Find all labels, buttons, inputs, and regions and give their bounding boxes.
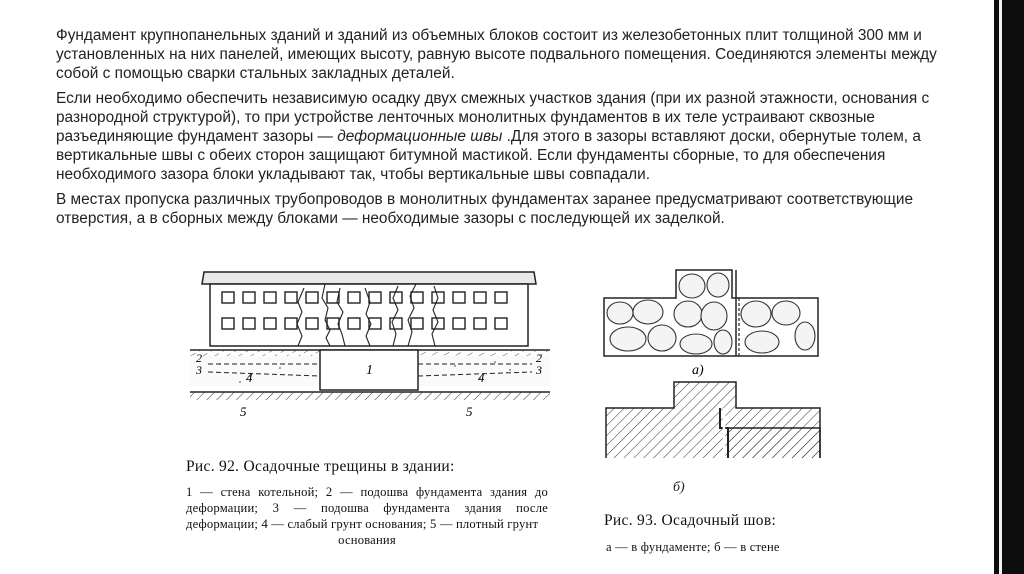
label-5-right: 5 xyxy=(466,404,473,419)
label-b: б) xyxy=(673,480,685,495)
figure-92-drawing xyxy=(190,272,550,419)
label-3-right: 3 xyxy=(536,363,542,377)
figure-92-caption-text: 1 — стена котельной; 2 — подошва фундамента здания до деформации; 3 — подошва фундамента здания после деформации; 4 — слабый грунт основания; 5 — плотный грунт xyxy=(186,485,548,531)
label-2-left: 2 xyxy=(196,351,202,365)
label-1: 1 xyxy=(366,363,373,378)
paragraph-1: Фундамент крупнопанельных зданий и зданий из объемных блоков состоит из железобетонных плит толщиной 300 мм и установленных на них панелей, имеющих высоту, равную высоте подвального помещения. Соединяются элементы между собой с помощью сварки стальных закладных деталей. xyxy=(56,27,937,82)
label-4-left: 4 xyxy=(246,370,253,385)
figures-drawing xyxy=(180,258,835,458)
label-2-right: 2 xyxy=(536,351,542,365)
dense-soil xyxy=(190,392,550,400)
paragraph-2 xyxy=(56,89,978,184)
figure-92-title: Рис. 92. Осадочные трещины в здании: xyxy=(186,458,455,475)
roof xyxy=(202,272,536,284)
paragraph-3: В местах пропуска различных трубопроводов в монолитных фундаментах заранее предусматривают соответствующие отверстия, а в сборных между блоками — необходимые зазоры с последующей их заделкой. xyxy=(56,191,914,227)
label-a: а) xyxy=(692,363,704,378)
figure-93-title: Рис. 93. Осадочный шов: xyxy=(604,512,777,529)
figure-92-caption-last: основания xyxy=(338,533,396,547)
paragraph-2-end: .Для этого в зазоры вставляют доски, обернутые толем, а вертикальные швы с обеих сторон защищают битумной мастикой. Если фундаменты сборные, то для обеспечения необходимого зазора блоки укладывают так, чтобы вертикальные швы совпадали. xyxy=(56,128,921,183)
slide-edge-line xyxy=(999,0,1002,574)
figure-92-caption xyxy=(186,484,548,548)
figure-93a-drawing xyxy=(604,270,818,378)
body-text xyxy=(56,26,978,234)
paragraph-2-start: Если необходимо обеспечить независимую осадку двух смежных участков здания (при их разной этажности, основания с разнородной структурой), то при устройстве ленточных монолитных фундаментов в их теле устраивают сквозные разъединяющие фундамент зазоры — xyxy=(56,90,930,145)
figure-93b-drawing xyxy=(606,382,820,458)
figure-93-caption: а — в фундаменте; б — в стене xyxy=(606,540,780,554)
label-3-left: 3 xyxy=(196,363,202,377)
label-4-right: 4 xyxy=(478,370,485,385)
label-5-left: 5 xyxy=(240,404,247,419)
paragraph-2-term: деформационные швы xyxy=(337,128,503,145)
